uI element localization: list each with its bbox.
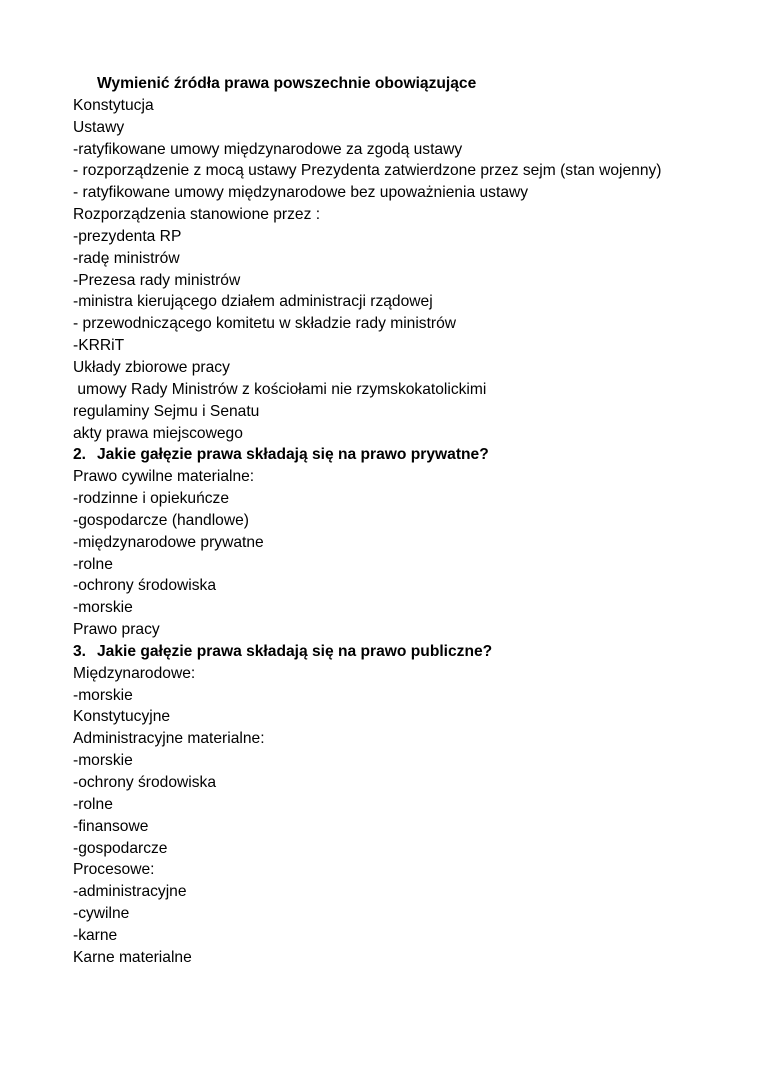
- section1-line: umowy Rady Ministrów z kościołami nie rzymskokatolickimi: [73, 380, 487, 398]
- section1-heading: Wymienić źródła prawa powszechnie obowiązujące: [97, 75, 477, 92]
- section2-heading: [73, 444, 733, 466]
- section3-line: -morskie: [73, 752, 133, 770]
- section3-line: Administracyjne materialne:: [73, 730, 265, 748]
- section3-line: -ochrony środowiska: [73, 774, 217, 791]
- section3-line: Międzynarodowe:: [73, 664, 196, 682]
- section2-line: Prawo cywilne materialne:: [73, 468, 255, 486]
- section3-line: -finansowe: [73, 817, 149, 835]
- section1-line: -radę ministrów: [73, 249, 180, 267]
- section3-line: -morskie: [73, 686, 133, 704]
- section1-line: - przewodniczącego komitetu w składzie rady ministrów: [73, 315, 457, 333]
- section3-line: Karne materialne: [73, 948, 192, 966]
- section3-line: Procesowe:: [73, 861, 155, 879]
- section1-line: -ministra kierującego działem administracji rządowej: [73, 293, 433, 311]
- document-content: [73, 73, 733, 969]
- section2-line: -rodzinne i opiekuńcze: [73, 490, 230, 508]
- section1-line: -prezydenta RP: [73, 227, 182, 245]
- section3-title: Jakie gałęzie prawa składają się na prawo publiczne?: [97, 642, 493, 660]
- section1-line: regulaminy Sejmu i Senatu: [73, 402, 260, 420]
- section2-line: -gospodarcze (handlowe): [73, 511, 249, 529]
- section3-line: -administracyjne: [73, 883, 187, 901]
- section3-line: Konstytucyjne: [73, 708, 171, 726]
- section1-line: Ustawy: [73, 118, 125, 136]
- section1-line: - ratyfikowane umowy międzynarodowe bez upoważnienia ustawy: [73, 184, 529, 202]
- section2-line: -międzynarodowe prywatne: [73, 533, 264, 551]
- section3-heading: [73, 641, 733, 663]
- section1-line: Układy zbiorowe pracy: [73, 358, 230, 376]
- section3-line: -cywilne: [73, 905, 130, 923]
- section3-line: -gospodarcze: [73, 839, 168, 857]
- section1-line: -ratyfikowane umowy międzynarodowe za zgodą ustawy: [73, 140, 463, 158]
- section1-line: - rozporządzenie z mocą ustawy Prezydenta zatwierdzone przez sejm (stan wojenny): [73, 162, 662, 180]
- section2-line: -morskie: [73, 599, 133, 617]
- section2-title: Jakie gałęzie prawa składają się na prawo prywatne?: [97, 446, 489, 464]
- section3-line: -rolne: [73, 795, 113, 813]
- section1-line: Konstytucja: [73, 96, 154, 114]
- section1-line: -Prezesa rady ministrów: [73, 271, 241, 289]
- section1-line: akty prawa miejscowego: [73, 424, 243, 442]
- section2-number: 2.: [73, 446, 87, 464]
- section2-line: -rolne: [73, 555, 113, 573]
- section3-number: 3.: [73, 642, 87, 660]
- section1-line: -KRRiT: [73, 337, 125, 355]
- section1-line: Rozporządzenia stanowione przez :: [73, 206, 321, 224]
- section2-line: -ochrony środowiska: [73, 577, 217, 595]
- section3-line: -karne: [73, 926, 118, 944]
- section2-line: Prawo pracy: [73, 621, 160, 639]
